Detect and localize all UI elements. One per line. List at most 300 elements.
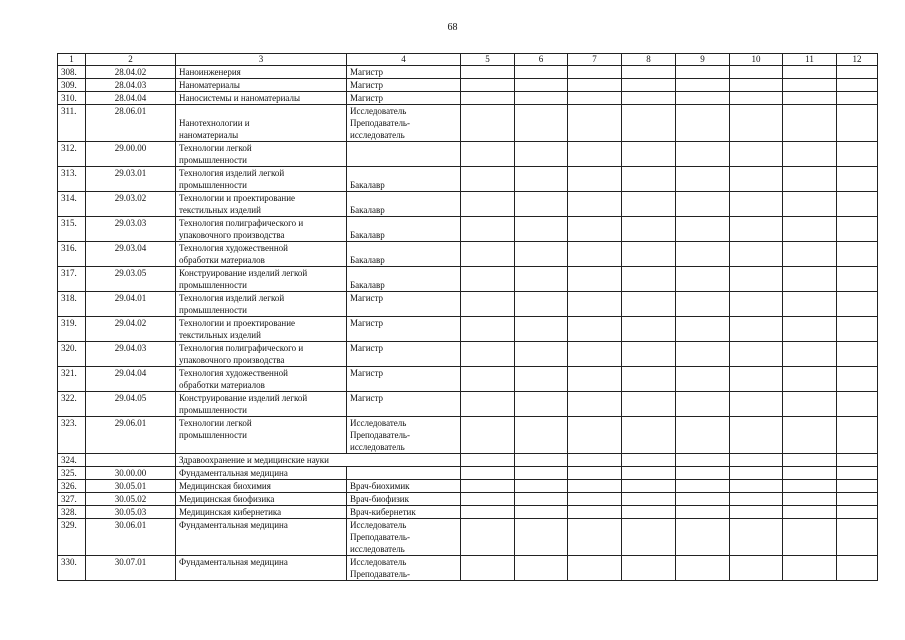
empty-cell: [568, 556, 622, 581]
empty-cell: [461, 167, 515, 192]
empty-cell: [568, 242, 622, 267]
empty-cell: [622, 167, 676, 192]
specialty-code: 29.04.05: [86, 392, 176, 417]
qualification: [347, 417, 461, 454]
empty-cell: [730, 367, 783, 392]
empty-cell: [568, 493, 622, 506]
empty-cell: [515, 66, 568, 79]
qualification: [347, 519, 461, 556]
specialty-name: [176, 317, 347, 342]
specialty-code: 30.05.02: [86, 493, 176, 506]
empty-cell: [461, 192, 515, 217]
cell-line: исследователь: [350, 544, 405, 554]
empty-cell: [622, 480, 676, 493]
row-number: 313.: [58, 167, 86, 192]
specialty-name: [176, 242, 347, 267]
empty-cell: [730, 493, 783, 506]
empty-cell: [622, 392, 676, 417]
cell-line: упаковочного производства: [179, 230, 285, 240]
specialty-code: 29.00.00: [86, 142, 176, 167]
empty-cell: [783, 142, 837, 167]
empty-cell: [783, 66, 837, 79]
empty-cell: [837, 192, 878, 217]
empty-cell: [461, 292, 515, 317]
cell-line: Магистр: [350, 318, 384, 328]
specialty-name: [176, 467, 347, 480]
empty-cell: [730, 192, 783, 217]
empty-cell: [515, 192, 568, 217]
table-row: [58, 317, 878, 342]
specialty-name: [176, 217, 347, 242]
specialty-code: 29.03.02: [86, 192, 176, 217]
empty-cell: [730, 267, 783, 292]
qualification: [347, 317, 461, 342]
cell-line: Бакалавр: [350, 255, 385, 265]
cell-line: Преподаватель-: [350, 569, 411, 579]
empty-cell: [568, 519, 622, 556]
cell-line: Медицинская биохимия: [179, 481, 271, 491]
empty-cell: [461, 454, 515, 467]
qualification: [347, 105, 461, 142]
empty-cell: [783, 480, 837, 493]
empty-cell: [622, 519, 676, 556]
empty-cell: [676, 217, 730, 242]
empty-cell: [837, 79, 878, 92]
empty-cell: [676, 480, 730, 493]
empty-cell: [783, 342, 837, 367]
qualification: [347, 467, 461, 480]
empty-cell: [730, 242, 783, 267]
empty-cell: [730, 167, 783, 192]
row-number: 311.: [58, 105, 86, 142]
table-row: [58, 242, 878, 267]
table-row: [58, 66, 878, 79]
table-row: [58, 417, 878, 454]
empty-cell: [568, 192, 622, 217]
cell-line: Наносистемы и наноматериалы: [179, 93, 301, 103]
row-number: 315.: [58, 217, 86, 242]
empty-cell: [837, 556, 878, 581]
empty-cell: [622, 493, 676, 506]
specialty-code: 30.05.01: [86, 480, 176, 493]
qualification: [347, 342, 461, 367]
empty-cell: [837, 493, 878, 506]
empty-cell: [515, 92, 568, 105]
empty-cell: [622, 367, 676, 392]
empty-cell: [515, 506, 568, 519]
cell-line: обработки материалов: [179, 255, 265, 265]
cell-line: Бакалавр: [350, 180, 385, 190]
empty-cell: [461, 79, 515, 92]
cell-line: Бакалавр: [350, 280, 385, 290]
empty-cell: [730, 342, 783, 367]
cell-line: обработки материалов: [179, 380, 265, 390]
qualification: [347, 292, 461, 317]
cell-line: [350, 267, 457, 279]
specialty-name: [176, 493, 347, 506]
empty-cell: [783, 92, 837, 105]
empty-cell: [461, 267, 515, 292]
empty-cell: [730, 105, 783, 142]
empty-cell: [461, 242, 515, 267]
cell-line: Фундаментальная медицина: [179, 520, 288, 530]
empty-cell: [568, 217, 622, 242]
row-number: 330.: [58, 556, 86, 581]
row-number: 309.: [58, 79, 86, 92]
empty-cell: [676, 493, 730, 506]
empty-cell: [676, 79, 730, 92]
empty-cell: [676, 467, 730, 480]
specialty-name: [176, 519, 347, 556]
empty-cell: [622, 242, 676, 267]
empty-cell: [622, 92, 676, 105]
empty-cell: [461, 142, 515, 167]
empty-cell: [783, 467, 837, 480]
empty-cell: [568, 317, 622, 342]
empty-cell: [676, 506, 730, 519]
empty-cell: [568, 292, 622, 317]
empty-cell: [515, 242, 568, 267]
row-number: 319.: [58, 317, 86, 342]
empty-cell: [676, 454, 730, 467]
cell-line: Технологии и проектирование: [179, 318, 296, 328]
cell-line: Технология изделий легкой: [179, 168, 285, 178]
empty-cell: [622, 79, 676, 92]
table-row: [58, 367, 878, 392]
specialty-name: [176, 66, 347, 79]
qualification: [347, 480, 461, 493]
empty-cell: [783, 79, 837, 92]
empty-cell: [461, 317, 515, 342]
empty-cell: [783, 167, 837, 192]
empty-cell: [783, 217, 837, 242]
specialty-name: [176, 506, 347, 519]
empty-cell: [515, 167, 568, 192]
cell-line: упаковочного производства: [179, 355, 285, 365]
empty-cell: [622, 267, 676, 292]
empty-cell: [837, 142, 878, 167]
table-row: [58, 506, 878, 519]
specialty-code: 29.03.01: [86, 167, 176, 192]
empty-cell: [783, 506, 837, 519]
qualification: [347, 142, 461, 167]
empty-cell: [515, 417, 568, 454]
empty-cell: [568, 92, 622, 105]
row-number: 328.: [58, 506, 86, 519]
empty-cell: [676, 519, 730, 556]
specialty-name: [176, 367, 347, 392]
empty-cell: [568, 267, 622, 292]
cell-line: промышленности: [179, 155, 247, 165]
cell-line: Врач-биохимик: [350, 481, 410, 491]
qualification: [347, 79, 461, 92]
cell-line: Технология полиграфического и: [179, 218, 304, 228]
empty-cell: [783, 392, 837, 417]
cell-line: промышленности: [179, 305, 247, 315]
cell-line: Исследователь: [350, 418, 407, 428]
empty-cell: [837, 217, 878, 242]
empty-cell: [783, 267, 837, 292]
qualification: [347, 242, 461, 267]
empty-cell: [568, 506, 622, 519]
qualification: [347, 506, 461, 519]
table-row: [58, 105, 878, 142]
empty-cell: [730, 92, 783, 105]
empty-cell: [730, 480, 783, 493]
header-row: [58, 54, 878, 66]
cell-line: [350, 192, 457, 204]
empty-cell: [461, 105, 515, 142]
empty-cell: [461, 519, 515, 556]
empty-cell: [837, 417, 878, 454]
row-number: 318.: [58, 292, 86, 317]
specialty-code: 30.05.03: [86, 506, 176, 519]
empty-cell: [837, 105, 878, 142]
specialty-name: [176, 392, 347, 417]
specialty-name: [176, 267, 347, 292]
cell-line: исследователь: [350, 442, 405, 452]
row-number: 327.: [58, 493, 86, 506]
cell-line: Медицинская биофизика: [179, 494, 275, 504]
specialty-name: [176, 292, 347, 317]
empty-cell: [676, 267, 730, 292]
cell-line: промышленности: [179, 180, 247, 190]
empty-cell: [622, 506, 676, 519]
specialty-code: 29.06.01: [86, 417, 176, 454]
empty-cell: [730, 467, 783, 480]
cell-line: [179, 105, 343, 117]
empty-cell: [515, 79, 568, 92]
empty-cell: [461, 66, 515, 79]
empty-cell: [730, 392, 783, 417]
empty-cell: [676, 317, 730, 342]
table-row: [58, 467, 878, 480]
empty-cell: [515, 493, 568, 506]
empty-cell: [676, 556, 730, 581]
row-number: 329.: [58, 519, 86, 556]
row-number: 316.: [58, 242, 86, 267]
specialty-name: [176, 192, 347, 217]
empty-cell: [837, 92, 878, 105]
table-row: [58, 142, 878, 167]
table-row: [58, 480, 878, 493]
specialty-code: 30.06.01: [86, 519, 176, 556]
empty-cell: [461, 367, 515, 392]
qualification: [347, 556, 461, 581]
specialty-code: 29.04.01: [86, 292, 176, 317]
cell-line: Фундаментальная медицина: [179, 557, 288, 567]
empty-cell: [515, 480, 568, 493]
empty-cell: [622, 66, 676, 79]
empty-cell: [461, 480, 515, 493]
empty-cell: [515, 292, 568, 317]
empty-cell: [622, 467, 676, 480]
empty-cell: [622, 342, 676, 367]
cell-line: Исследователь: [350, 520, 407, 530]
cell-line: Магистр: [350, 93, 384, 103]
empty-cell: [837, 367, 878, 392]
empty-cell: [622, 317, 676, 342]
empty-cell: [676, 92, 730, 105]
row-number: 323.: [58, 417, 86, 454]
cell-line: Исследователь: [350, 106, 407, 116]
empty-cell: [515, 267, 568, 292]
qualification: [347, 167, 461, 192]
empty-cell: [622, 292, 676, 317]
specialty-code: 30.07.01: [86, 556, 176, 581]
table-row: [58, 292, 878, 317]
cell-line: Здравоохранение и медицинские науки: [179, 455, 329, 465]
specialty-code: 29.04.03: [86, 342, 176, 367]
empty-cell: [837, 66, 878, 79]
empty-cell: [783, 556, 837, 581]
cell-line: [350, 467, 457, 479]
empty-cell: [622, 454, 676, 467]
empty-cell: [515, 392, 568, 417]
cell-line: промышленности: [179, 280, 247, 290]
table-row: [58, 192, 878, 217]
specialty-code: 29.04.04: [86, 367, 176, 392]
empty-cell: [568, 167, 622, 192]
empty-cell: [622, 556, 676, 581]
group-title: [176, 454, 461, 467]
row-number: 320.: [58, 342, 86, 367]
table-row: [58, 92, 878, 105]
empty-cell: [783, 367, 837, 392]
empty-cell: [568, 392, 622, 417]
specialties-table: [57, 53, 878, 581]
specialty-name: [176, 480, 347, 493]
specialty-code: 30.00.00: [86, 467, 176, 480]
cell-line: Преподаватель-: [350, 532, 411, 542]
table-row: [58, 217, 878, 242]
empty-cell: [515, 217, 568, 242]
empty-cell: [730, 66, 783, 79]
specialty-code: 29.03.03: [86, 217, 176, 242]
empty-cell: [515, 142, 568, 167]
cell-line: Технология полиграфического и: [179, 343, 304, 353]
cell-line: Врач-кибернетик: [350, 507, 416, 517]
specialty-code: 29.04.02: [86, 317, 176, 342]
empty-cell: [783, 292, 837, 317]
empty-cell: [676, 105, 730, 142]
empty-cell: [676, 292, 730, 317]
empty-cell: [730, 79, 783, 92]
qualification: [347, 92, 461, 105]
cell-line: Магистр: [350, 293, 384, 303]
row-number: 317.: [58, 267, 86, 292]
specialty-code: [86, 454, 176, 467]
header-cell: 7: [568, 54, 622, 66]
empty-cell: [515, 454, 568, 467]
empty-cell: [837, 317, 878, 342]
qualification: [347, 217, 461, 242]
empty-cell: [461, 493, 515, 506]
empty-cell: [837, 454, 878, 467]
table-row: [58, 392, 878, 417]
empty-cell: [568, 105, 622, 142]
header-cell: 9: [676, 54, 730, 66]
row-number: 326.: [58, 480, 86, 493]
cell-line: Магистр: [350, 368, 384, 378]
cell-line: [350, 167, 457, 179]
specialty-code: 29.03.04: [86, 242, 176, 267]
cell-line: [350, 142, 457, 154]
empty-cell: [783, 454, 837, 467]
empty-cell: [461, 467, 515, 480]
empty-cell: [568, 454, 622, 467]
header-cell: 10: [730, 54, 783, 66]
header-cell: 8: [622, 54, 676, 66]
empty-cell: [568, 66, 622, 79]
empty-cell: [676, 167, 730, 192]
empty-cell: [676, 242, 730, 267]
empty-cell: [676, 142, 730, 167]
empty-cell: [676, 367, 730, 392]
empty-cell: [730, 292, 783, 317]
table-row: [58, 454, 878, 467]
empty-cell: [730, 142, 783, 167]
empty-cell: [461, 506, 515, 519]
table-row: [58, 342, 878, 367]
empty-cell: [515, 105, 568, 142]
specialty-code: 28.04.02: [86, 66, 176, 79]
cell-line: Технология изделий легкой: [179, 293, 285, 303]
empty-cell: [461, 92, 515, 105]
cell-line: Технологии и проектирование: [179, 193, 296, 203]
empty-cell: [622, 192, 676, 217]
cell-line: Наноматериалы: [179, 80, 240, 90]
empty-cell: [515, 317, 568, 342]
row-number: 314.: [58, 192, 86, 217]
cell-line: Исследователь: [350, 557, 407, 567]
specialty-name: [176, 417, 347, 454]
row-number: 308.: [58, 66, 86, 79]
empty-cell: [515, 342, 568, 367]
cell-line: Технологии легкой: [179, 143, 252, 153]
empty-cell: [837, 267, 878, 292]
specialty-code: 28.06.01: [86, 105, 176, 142]
specialty-name: [176, 342, 347, 367]
cell-line: [350, 217, 457, 229]
empty-cell: [622, 105, 676, 142]
empty-cell: [461, 342, 515, 367]
empty-cell: [783, 417, 837, 454]
empty-cell: [837, 392, 878, 417]
empty-cell: [622, 217, 676, 242]
cell-line: Магистр: [350, 80, 384, 90]
cell-line: Магистр: [350, 393, 384, 403]
specialty-name: [176, 79, 347, 92]
cell-line: Преподаватель-: [350, 118, 411, 128]
cell-line: промышленности: [179, 430, 247, 440]
row-number: 312.: [58, 142, 86, 167]
cell-line: Технология художественной: [179, 243, 288, 253]
cell-line: Медицинская кибернетика: [179, 507, 282, 517]
header-cell: 3: [176, 54, 347, 66]
row-number: 310.: [58, 92, 86, 105]
specialty-name: [176, 556, 347, 581]
empty-cell: [515, 367, 568, 392]
empty-cell: [837, 467, 878, 480]
empty-cell: [730, 317, 783, 342]
cell-line: [350, 242, 457, 254]
empty-cell: [783, 519, 837, 556]
empty-cell: [783, 317, 837, 342]
row-number: 322.: [58, 392, 86, 417]
cell-line: Конструирование изделий легкой: [179, 393, 308, 403]
empty-cell: [568, 342, 622, 367]
